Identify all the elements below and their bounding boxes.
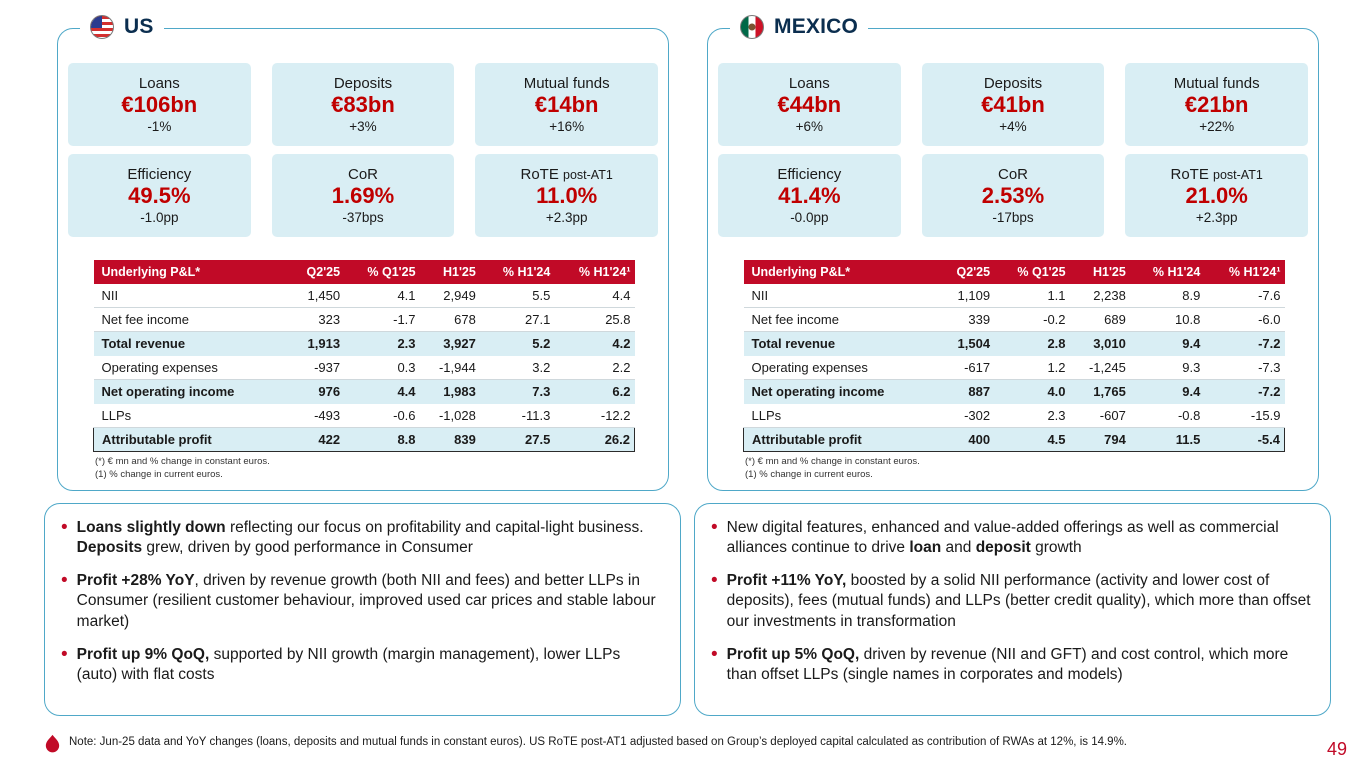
bullets-panel-mexico bbox=[694, 503, 1331, 716]
kpi-value: 49.5% bbox=[128, 183, 191, 209]
kpi-mexico-mutual-funds bbox=[1125, 63, 1308, 146]
cell-value: 887 bbox=[938, 380, 994, 404]
kpi-value: €83bn bbox=[331, 92, 395, 118]
cell-value: 794 bbox=[1070, 428, 1130, 452]
kpi-us-mutual-funds bbox=[475, 63, 658, 146]
bullet-dot-icon: • bbox=[711, 643, 718, 665]
cell-value: 2,238 bbox=[1070, 284, 1130, 308]
cell-value: 1,450 bbox=[288, 284, 344, 308]
col-header-pct-h124-note: % H1'24¹ bbox=[554, 260, 634, 284]
cell-metric: Net fee income bbox=[94, 308, 289, 332]
cell-value: -0.6 bbox=[344, 404, 419, 428]
cell-value: 3,927 bbox=[420, 332, 480, 356]
cell-value: 2.8 bbox=[994, 332, 1069, 356]
kpi-delta: +6% bbox=[795, 118, 824, 134]
table-header-row bbox=[744, 260, 1285, 284]
kpi-us-rote bbox=[475, 154, 658, 237]
cell-value: 4.4 bbox=[554, 284, 634, 308]
cell-metric: LLPs bbox=[744, 404, 939, 428]
cell-value: -617 bbox=[938, 356, 994, 380]
kpi-label bbox=[521, 166, 613, 183]
cell-value: 7.3 bbox=[480, 380, 555, 404]
cell-value: 1,504 bbox=[938, 332, 994, 356]
pnl-note-line: (*) € mn and % change in constant euros. bbox=[745, 456, 920, 467]
cell-value: 3,010 bbox=[1070, 332, 1130, 356]
cell-value: 1,109 bbox=[938, 284, 994, 308]
kpi-us-loans bbox=[68, 63, 251, 146]
table-row bbox=[94, 356, 635, 380]
cell-metric: Operating expenses bbox=[744, 356, 939, 380]
kpi-delta: -17bps bbox=[992, 209, 1034, 225]
cell-value: 839 bbox=[420, 428, 480, 452]
cell-value: 4.2 bbox=[554, 332, 634, 356]
cell-value: 678 bbox=[420, 308, 480, 332]
region-title-mexico bbox=[730, 15, 868, 39]
kpi-mexico-efficiency bbox=[718, 154, 901, 237]
cell-value: -7.6 bbox=[1204, 284, 1284, 308]
cell-value: -6.0 bbox=[1204, 308, 1284, 332]
col-header-metric: Underlying P&L* bbox=[744, 260, 939, 284]
footer-note-text: Note: Jun-25 data and YoY changes (loans, deposits and mutual funds in constant euros). US RoTE post-AT1 adjusted based on Group’s deployed capital calculated as contribution of RWAs at 12%, is 14.9%. bbox=[69, 736, 1127, 748]
cell-value: -11.3 bbox=[480, 404, 555, 428]
cell-metric: Operating expenses bbox=[94, 356, 289, 380]
kpi-us-efficiency bbox=[68, 154, 251, 237]
bullet-text: Profit +28% YoY, driven by revenue growth (both NII and fees) and better LLPs in Consumer (resilient customer behaviour, improved used car prices and stable labour market) bbox=[76, 572, 656, 630]
bullet-text: Profit up 5% QoQ, driven by revenue (NII and GFT) and cost control, which more than offset LLPs (single names in corporates and models) bbox=[726, 645, 1289, 683]
kpi-delta: +4% bbox=[999, 118, 1027, 134]
cell-value: 8.9 bbox=[1130, 284, 1205, 308]
cell-value: -7.2 bbox=[1204, 380, 1284, 404]
cell-value: 976 bbox=[288, 380, 344, 404]
cell-value: -0.2 bbox=[994, 308, 1069, 332]
bullet-dot-icon: • bbox=[711, 517, 718, 538]
cell-value: -302 bbox=[938, 404, 994, 428]
col-header-pct-q125: % Q1'25 bbox=[344, 260, 419, 284]
kpi-value: 11.0% bbox=[536, 183, 598, 209]
region-title-us bbox=[80, 15, 164, 39]
kpi-grid-us bbox=[68, 63, 658, 237]
bullet-item bbox=[711, 518, 1312, 558]
cell-value: 27.5 bbox=[480, 428, 555, 452]
cell-value: 1.1 bbox=[994, 284, 1069, 308]
kpi-grid-mexico bbox=[718, 63, 1308, 237]
footer-note bbox=[44, 736, 1274, 756]
kpi-value: €21bn bbox=[1184, 92, 1249, 118]
cell-value: 1,983 bbox=[420, 380, 480, 404]
kpi-value: 21.0% bbox=[1185, 183, 1248, 209]
table-row bbox=[94, 428, 635, 452]
region-name-us: US bbox=[124, 15, 154, 38]
cell-value: 689 bbox=[1070, 308, 1130, 332]
kpi-delta: +22% bbox=[1199, 118, 1235, 134]
cell-value: 25.8 bbox=[554, 308, 634, 332]
col-header-metric: Underlying P&L* bbox=[94, 260, 289, 284]
kpi-label: CoR bbox=[347, 166, 378, 184]
kpi-label-main: RoTE bbox=[1170, 166, 1214, 184]
cell-value: -1,028 bbox=[420, 404, 480, 428]
cell-value: 2.3 bbox=[344, 332, 419, 356]
bullet-item bbox=[61, 645, 662, 685]
cell-metric: Total revenue bbox=[744, 332, 939, 356]
cell-value: 422 bbox=[288, 428, 344, 452]
cell-value: 2.3 bbox=[994, 404, 1069, 428]
cell-value: -937 bbox=[288, 356, 344, 380]
cell-value: -7.3 bbox=[1204, 356, 1284, 380]
cell-metric: Net fee income bbox=[744, 308, 939, 332]
table-row bbox=[744, 428, 1285, 452]
cell-value: 26.2 bbox=[554, 428, 634, 452]
kpi-mexico-loans bbox=[718, 63, 901, 146]
cell-value: 3.2 bbox=[480, 356, 555, 380]
cell-value: 4.4 bbox=[344, 380, 419, 404]
cell-metric: NII bbox=[94, 284, 289, 308]
region-name-mexico: MEXICO bbox=[774, 15, 859, 38]
cell-value: -1,944 bbox=[420, 356, 480, 380]
cell-value: 400 bbox=[938, 428, 994, 452]
kpi-label: Deposits bbox=[333, 75, 393, 93]
bullet-dot-icon: • bbox=[61, 517, 68, 538]
kpi-us-cor bbox=[272, 154, 455, 237]
kpi-value: €44bn bbox=[777, 92, 842, 118]
kpi-value: 2.53% bbox=[981, 183, 1045, 209]
cell-value: 5.5 bbox=[480, 284, 555, 308]
cell-value: 27.1 bbox=[480, 308, 555, 332]
flag-mexico-icon bbox=[740, 15, 764, 39]
cell-value: 9.3 bbox=[1130, 356, 1205, 380]
col-header-pct-q125: % Q1'25 bbox=[994, 260, 1069, 284]
cell-value: 5.2 bbox=[480, 332, 555, 356]
cell-metric: Total revenue bbox=[94, 332, 289, 356]
kpi-delta: +3% bbox=[349, 118, 377, 134]
cell-value: 0.3 bbox=[344, 356, 419, 380]
cell-metric: Attributable profit bbox=[744, 428, 939, 452]
cell-value: -5.4 bbox=[1204, 428, 1284, 452]
kpi-value: €14bn bbox=[534, 92, 599, 118]
pnl-notes-mexico bbox=[745, 456, 920, 482]
kpi-label: Deposits bbox=[983, 75, 1043, 93]
cell-value: 9.4 bbox=[1130, 380, 1205, 404]
cell-value: 4.0 bbox=[994, 380, 1069, 404]
page-number: 49 bbox=[1326, 739, 1347, 759]
kpi-label: CoR bbox=[997, 166, 1028, 184]
table-row bbox=[94, 404, 635, 428]
bullet-text: Loans slightly down reflecting our focus on profitability and capital-light business. Deposits grew, driven by good performance in Consumer bbox=[76, 519, 644, 557]
cell-value: 11.5 bbox=[1130, 428, 1205, 452]
table-row bbox=[744, 404, 1285, 428]
table-row bbox=[744, 356, 1285, 380]
cell-value: 8.8 bbox=[344, 428, 419, 452]
pnl-note-line: (1) % change in current euros. bbox=[745, 468, 873, 480]
bullets-panel-us bbox=[44, 503, 681, 716]
cell-value: -1.7 bbox=[344, 308, 419, 332]
kpi-delta: -37bps bbox=[342, 209, 384, 225]
cell-metric: NII bbox=[744, 284, 939, 308]
kpi-value: 1.69% bbox=[331, 183, 395, 209]
kpi-value: €41bn bbox=[981, 92, 1045, 118]
kpi-delta: +16% bbox=[549, 118, 585, 134]
kpi-label: Loans bbox=[138, 75, 180, 93]
kpi-us-deposits bbox=[272, 63, 455, 146]
table-row bbox=[94, 380, 635, 404]
cell-value: 1.2 bbox=[994, 356, 1069, 380]
pnl-note-line: (*) € mn and % change in constant euros. bbox=[95, 456, 270, 467]
kpi-label: Mutual funds bbox=[1173, 75, 1260, 93]
cell-metric: Net operating income bbox=[744, 380, 939, 404]
cell-value: 4.5 bbox=[994, 428, 1069, 452]
cell-value: -12.2 bbox=[554, 404, 634, 428]
kpi-value: €106bn bbox=[121, 92, 198, 118]
cell-value: 4.1 bbox=[344, 284, 419, 308]
kpi-label: Efficiency bbox=[127, 166, 192, 184]
table-row bbox=[94, 332, 635, 356]
col-header-h125: H1'25 bbox=[420, 260, 480, 284]
kpi-delta: +2.3pp bbox=[545, 209, 588, 225]
cell-value: 1,913 bbox=[288, 332, 344, 356]
pnl-table-us bbox=[93, 260, 635, 452]
kpi-label-sub: post-AT1 bbox=[563, 168, 613, 183]
bullet-item bbox=[61, 518, 662, 558]
cell-value: -493 bbox=[288, 404, 344, 428]
col-header-h125: H1'25 bbox=[1070, 260, 1130, 284]
cell-value: -7.2 bbox=[1204, 332, 1284, 356]
cell-value: 9.4 bbox=[1130, 332, 1205, 356]
cell-value: -607 bbox=[1070, 404, 1130, 428]
cell-value: 6.2 bbox=[554, 380, 634, 404]
bullet-dot-icon: • bbox=[61, 570, 68, 592]
kpi-delta: +2.3pp bbox=[1195, 209, 1238, 225]
cell-value: 1,765 bbox=[1070, 380, 1130, 404]
kpi-mexico-deposits bbox=[922, 63, 1105, 146]
santander-flame-icon bbox=[44, 734, 61, 754]
cell-value: -0.8 bbox=[1130, 404, 1205, 428]
cell-metric: LLPs bbox=[94, 404, 289, 428]
col-header-pct-h124: % H1'24 bbox=[480, 260, 555, 284]
bullet-text: Profit +11% YoY, boosted by a solid NII performance (activity and lower cost of deposits), fees (mutual funds) and LLPs (better credit quality), which more than offset our investments in transformation bbox=[726, 572, 1311, 630]
cell-value: 339 bbox=[938, 308, 994, 332]
bullet-dot-icon: • bbox=[61, 643, 68, 665]
col-header-q225: Q2'25 bbox=[288, 260, 344, 284]
table-row bbox=[94, 308, 635, 332]
cell-value: -1,245 bbox=[1070, 356, 1130, 380]
table-row bbox=[744, 380, 1285, 404]
flag-us-icon bbox=[90, 15, 114, 39]
table-row bbox=[744, 284, 1285, 308]
cell-value: 2,949 bbox=[420, 284, 480, 308]
bullet-item bbox=[61, 571, 662, 631]
bullet-item bbox=[711, 645, 1312, 685]
col-header-q225: Q2'25 bbox=[938, 260, 994, 284]
kpi-label: Loans bbox=[788, 75, 830, 93]
pnl-note-line: (1) % change in current euros. bbox=[95, 468, 223, 480]
cell-value: 10.8 bbox=[1130, 308, 1205, 332]
kpi-delta: -1% bbox=[147, 118, 172, 134]
kpi-label: Mutual funds bbox=[523, 75, 610, 93]
kpi-delta: -0.0pp bbox=[790, 209, 829, 225]
table-row bbox=[94, 284, 635, 308]
table-row bbox=[744, 332, 1285, 356]
col-header-pct-h124-note: % H1'24¹ bbox=[1204, 260, 1284, 284]
cell-metric: Net operating income bbox=[94, 380, 289, 404]
cell-value: -15.9 bbox=[1204, 404, 1284, 428]
bullet-item bbox=[711, 571, 1312, 631]
table-row bbox=[744, 308, 1285, 332]
pnl-table-mexico bbox=[743, 260, 1285, 452]
table-header-row bbox=[94, 260, 635, 284]
kpi-value: 41.4% bbox=[778, 183, 841, 209]
cell-value: 2.2 bbox=[554, 356, 634, 380]
kpi-label-main: RoTE bbox=[520, 166, 564, 184]
cell-metric: Attributable profit bbox=[94, 428, 289, 452]
kpi-label bbox=[1171, 166, 1263, 183]
kpi-label-sub: post-AT1 bbox=[1213, 168, 1263, 183]
kpi-delta: -1.0pp bbox=[140, 209, 179, 225]
kpi-mexico-rote bbox=[1125, 154, 1308, 237]
bullet-dot-icon: • bbox=[711, 570, 718, 592]
bullet-text: Profit up 9% QoQ, supported by NII growth (margin management), lower LLPs (auto) with flat costs bbox=[76, 645, 621, 683]
bullet-text: New digital features, enhanced and value-added offerings as well as commercial alliances continue to drive loan and deposit growth bbox=[726, 519, 1279, 557]
col-header-pct-h124: % H1'24 bbox=[1130, 260, 1205, 284]
pnl-notes-us bbox=[95, 456, 270, 482]
kpi-label: Efficiency bbox=[777, 166, 842, 184]
kpi-mexico-cor bbox=[922, 154, 1105, 237]
cell-value: 323 bbox=[288, 308, 344, 332]
